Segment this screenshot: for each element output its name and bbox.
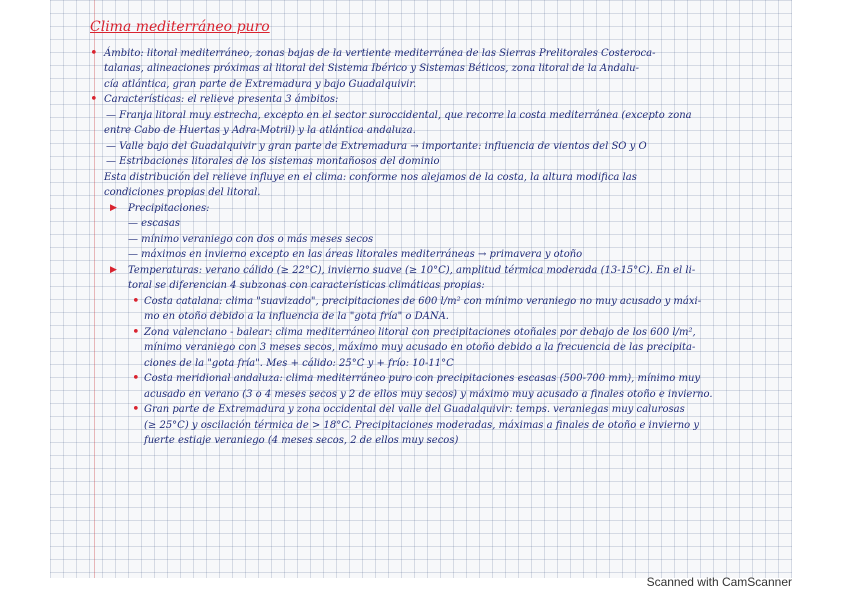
estribaciones-line: — Estribaciones litorales de los sistemas montañosos del dominio	[106, 156, 440, 167]
costa-meridional-line-2: acusado en verano (3 o 4 meses secos y 2 de ellos muy secos) y máximo muy acusado a finales otoño e invierno.	[144, 388, 713, 400]
valle-line: — Valle bajo del Guadalquivir y gran parte de Extremadura → importante: influencia de vientos del SO y O	[106, 140, 647, 152]
costa-catalana-line-1: • Costa catalana: clima "suavizado", precipitaciones de 600 l/m² con mínimo veraniego no muy acusado y máxi-	[88, 294, 792, 310]
zona-valenciana-line-1: • Zona valenciano - balear: clima mediterráneo litoral con precipitaciones otoñales por debajo de los 600 l/m²,	[88, 325, 792, 341]
notebook-page	[50, 0, 792, 578]
caracteristicas-heading: • Características: el relieve presenta 3 ámbitos:	[88, 92, 792, 108]
extremadura-line-3: fuerte estiaje veraniego (4 meses secos, 2 de ellos muy secos)	[144, 435, 459, 446]
distribucion-line-2: condiciones propias del litoral.	[104, 187, 261, 198]
extremadura-line-1: • Gran parte de Extremadura y zona occidental del valle del Guadalquivir: temps. veraniegas muy calurosas	[88, 402, 792, 418]
precip-maximos: — máximos en invierno excepto en las áreas litorales mediterráneas → primavera y otoño	[128, 249, 583, 260]
zona-valenciana-line-2: mínimo veraniego con 3 meses secos, máximo muy acusado en otoño debido a la frecuencia de las precipita-	[144, 342, 696, 353]
precip-escasas: — escasas	[128, 218, 181, 229]
franja-line-1: — Franja litoral muy estrecha, excepto en el sector suroccidental, que recorre la costa mediterránea (excepto zona	[106, 109, 692, 121]
ambito-line-2: talanas, alineaciones próximas al litoral del Sistema Ibérico y Sistemas Béticos, zona litoral de la Andalu-	[104, 63, 639, 74]
franja-line-2: entre Cabo de Huertas y Adra-Motril) y la atlántica andaluza.	[104, 125, 416, 136]
ambito-line-1: • Ámbito: litoral mediterráneo, zonas bajas de la vertiente mediterránea de las Sierras Prelitorales Costeroca-	[88, 46, 792, 62]
distribucion-line-1: Esta distribución del relieve influye en el clima: conforme nos alejamos de la costa, la altura modifica las	[104, 171, 637, 183]
note-title: Clima mediterráneo puro	[90, 19, 270, 35]
temperaturas-line-1: ▶ Temperaturas: verano cálido (≥ 22°C), invierno suave (≥ 10°C), amplitud térmica moderada (13-15°C). En el li-	[88, 263, 792, 279]
costa-meridional-line-1: • Costa meridional andaluza: clima mediterráneo puro con precipitaciones escasas (500-700 mm), mínimo muy	[88, 371, 792, 387]
scanner-watermark: Scanned with CamScanner	[646, 575, 792, 589]
precip-minimo: — mínimo veraniego con dos o más meses secos	[128, 233, 374, 245]
extremadura-line-2: (≥ 25°C) y oscilación térmica de > 18°C. Precipitaciones moderadas, máximas a finales de otoño e invierno y	[144, 419, 700, 431]
ambito-line-3: cía atlántica, gran parte de Extremadura y bajo Guadalquivir.	[104, 78, 417, 90]
handwritten-notes	[88, 20, 792, 449]
zona-valenciana-line-3: ciones de la "gota fría". Mes + cálido: 25°C y + frío: 10-11°C	[144, 357, 454, 369]
precipitaciones-heading: ▶ Precipitaciones:	[88, 201, 792, 217]
costa-catalana-line-2: mo en otoño debido a la influencia de la "gota fría" o DANA.	[144, 311, 449, 322]
temperaturas-line-2: toral se diferencian 4 subzonas con características climáticas propias:	[128, 280, 485, 291]
